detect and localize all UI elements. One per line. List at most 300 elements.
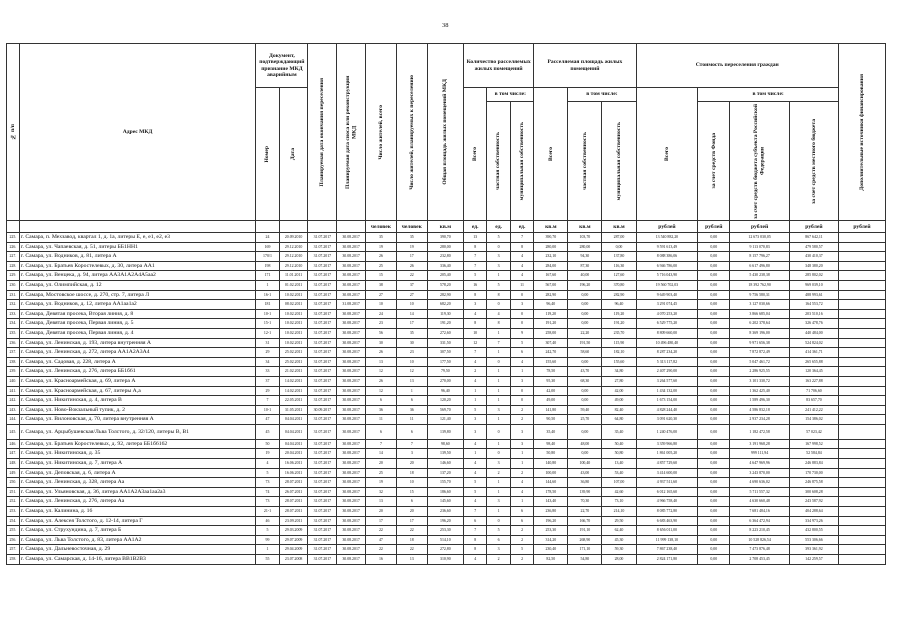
value-cell: 514,10 (427, 535, 463, 545)
value-cell: 31.07.2017 (308, 424, 337, 439)
value-cell: 70,30 (568, 497, 602, 507)
row-number-cell: 238. (7, 357, 20, 367)
value-cell (838, 357, 885, 367)
value-cell: 34,80 (602, 367, 636, 377)
table-row (7, 497, 886, 507)
value-cell: 29.12.2010 (279, 252, 308, 262)
value-cell: 26 (365, 252, 396, 262)
value-cell: 30.08.2017 (337, 415, 366, 425)
value-cell: 30.08.2017 (337, 459, 366, 469)
value-cell: 171,10 (568, 545, 602, 555)
value-cell: 4 630 660,48 (730, 497, 790, 507)
value-cell (838, 271, 885, 281)
unit-cell (337, 221, 366, 233)
value-cell: 10.02.2011 (279, 309, 308, 319)
value-cell: 169 (256, 242, 279, 252)
value-cell: 203 510,16 (789, 309, 838, 319)
value-cell: 3 359 966,80 (636, 439, 698, 449)
value-cell: 58,60 (568, 348, 602, 358)
value-cell: 31.07.2017 (308, 357, 337, 367)
address-cell: г. Самара, ул. Ленинская, д. 272, литера АА1А2А3А4 (19, 348, 256, 358)
value-cell: 336,40 (427, 261, 463, 271)
value-cell (838, 233, 885, 243)
value-cell: 0,00 (698, 252, 730, 262)
value-cell: 13 (396, 555, 427, 565)
value-cell: 18 392 762,90 (730, 280, 790, 290)
value-cell (838, 348, 885, 358)
unit-cell: кв.м (427, 221, 463, 233)
value-cell: 14.02.2011 (279, 376, 308, 386)
value-cell: 68,30 (568, 376, 602, 386)
value-cell: 35 (365, 233, 396, 243)
row-number-cell: 252. (7, 497, 20, 507)
value-cell: 524 824,02 (789, 338, 838, 348)
value-cell: 11.01.2011 (279, 271, 308, 281)
value-cell: 16.06.2011 (279, 459, 308, 469)
value-cell: 73,10 (602, 497, 636, 507)
value-cell: 31.07.2017 (308, 526, 337, 536)
value-cell: 121,40 (427, 415, 463, 425)
value-cell: 10 (463, 328, 486, 338)
value-cell: 6 (396, 497, 427, 507)
value-cell: 22.05.2011 (279, 396, 308, 406)
value-cell: 265 655,88 (789, 357, 838, 367)
value-cell: 181 (256, 300, 279, 310)
value-cell: 232,80 (427, 252, 463, 262)
value-cell: 167 998,52 (789, 439, 838, 449)
value-cell: 73 (256, 478, 279, 488)
value-cell: 155,60 (602, 357, 636, 367)
value-cell: 0,00 (698, 497, 730, 507)
value-cell: 45,30 (602, 535, 636, 545)
value-cell: 0,00 (698, 396, 730, 406)
value-cell: 163 227,88 (789, 376, 838, 386)
value-cell (838, 396, 885, 406)
unit-cell: человек (365, 221, 396, 233)
value-cell: 5 (487, 233, 510, 243)
value-cell: 6 202 378,64 (730, 319, 790, 329)
value-cell: 191,10 (568, 526, 602, 536)
header-count-municipal: муниципальная собственность (510, 102, 533, 221)
row-number-cell: 230. (7, 280, 20, 290)
value-cell: 3 101 330,72 (730, 376, 790, 386)
value-cell: 30.08.2017 (337, 487, 366, 497)
value-cell: 140,80 (534, 459, 568, 469)
value-cell: 3 127 030,66 (730, 300, 790, 310)
address-cell: г. Самара, ул. Водников, д. 12, литера АА1аа1а2 (19, 300, 256, 310)
value-cell: 8 (463, 290, 486, 300)
address-cell: г. Самара, Мостовское шоссе, д. 270, стр. 7, литера Л (19, 290, 256, 300)
value-cell: 16-1 (256, 290, 279, 300)
value-cell: 31.07.2017 (308, 516, 337, 526)
value-cell: 38 (365, 280, 396, 290)
unit-cell (308, 221, 337, 233)
value-cell: 7 872 872,49 (730, 348, 790, 358)
row-number-cell: 251. (7, 487, 20, 497)
value-cell: 0 (487, 424, 510, 439)
value-cell: 20.04.2011 (279, 449, 308, 459)
unit-cell: кв.м (602, 221, 636, 233)
unit-cell (256, 221, 279, 233)
value-cell: 4 (510, 478, 533, 488)
value-cell: 30.08.2017 (337, 439, 366, 449)
value-cell: 139,90 (568, 487, 602, 497)
value-cell: 98,40 (534, 439, 568, 449)
value-cell: 9 756 580,31 (730, 290, 790, 300)
value-cell: 170 730,00 (789, 468, 838, 478)
value-cell: 0,00 (698, 328, 730, 338)
value-cell: 430 410,37 (789, 252, 838, 262)
address-cell: г. Самара, ул. Ленинская, д. 276, литера ББ1б61 (19, 367, 256, 377)
value-cell: 31.07.2017 (308, 459, 337, 469)
address-cell: г. Самара, ул. Льва Толстого, д. 83, литера АА1А2 (19, 535, 256, 545)
value-cell: 0,00 (568, 396, 602, 406)
value-cell: 0,00 (698, 424, 730, 439)
value-cell: 119,20 (602, 309, 636, 319)
value-cell: 191,20 (602, 319, 636, 329)
header-doc-date: Дата (279, 88, 308, 221)
value-cell: 14 (365, 449, 396, 459)
header-num: № п/п (7, 44, 20, 221)
header-area-total: Всего (534, 88, 568, 221)
value-cell: 19 (365, 242, 396, 252)
value-cell (838, 376, 885, 386)
value-cell: 31.07.2017 (308, 555, 337, 565)
table-row (7, 367, 886, 377)
value-cell: 18 (396, 535, 427, 545)
value-cell: 7 (256, 396, 279, 406)
value-cell: 7 (365, 439, 396, 449)
value-cell: 4 586 832,18 (730, 405, 790, 415)
value-cell: 1 (463, 396, 486, 406)
value-cell: 119,30 (427, 309, 463, 319)
address-cell: г. Самара, ул. Братьев Коростелевых, д. 92, литера ББ1б6162 (19, 439, 256, 449)
header-cost-group: Стоимость переселения граждан (636, 44, 838, 88)
value-cell: 196,20 (427, 516, 463, 526)
value-cell: 29.12.2010 (279, 242, 308, 252)
value-cell: 3 866 685,04 (730, 309, 790, 319)
value-cell: 0,00 (698, 468, 730, 478)
value-cell: 6 (463, 516, 486, 526)
value-cell: 3 264 577,60 (636, 376, 698, 386)
value-cell: 48,00 (568, 439, 602, 449)
value-cell: 8 085 772,80 (636, 507, 698, 517)
value-cell: 0,00 (568, 290, 602, 300)
value-cell: 30.08.2017 (337, 545, 366, 555)
value-cell: 9 649 903,40 (636, 290, 698, 300)
value-cell: 137,80 (602, 252, 636, 262)
value-cell: 0,00 (698, 271, 730, 281)
value-cell: 27 (396, 290, 427, 300)
value-cell: 107,00 (602, 478, 636, 488)
value-cell: 0,00 (698, 280, 730, 290)
value-cell: 326 478,76 (789, 319, 838, 329)
value-cell: 0,00 (698, 415, 730, 425)
value-cell: 30.08.2017 (337, 348, 366, 358)
value-cell: 3 (463, 424, 486, 439)
value-cell: 5 (510, 338, 533, 348)
value-cell: 29.03.2009 (279, 526, 308, 536)
value-cell: 10 (396, 478, 427, 488)
value-cell: 170/1 (256, 252, 279, 262)
value-cell: 232,10 (534, 252, 568, 262)
value-cell: 59,40 (568, 405, 602, 415)
value-cell: 11 (510, 280, 533, 290)
value-cell: 43,00 (568, 468, 602, 478)
value-cell: 2 (510, 555, 533, 565)
table-row (7, 280, 886, 290)
value-cell: 22 (396, 526, 427, 536)
unit-cell: ед. (510, 221, 533, 233)
unit-cell (19, 221, 256, 233)
value-cell: 55 (256, 555, 279, 565)
value-cell: 19 (396, 242, 427, 252)
value-cell: 0,00 (698, 290, 730, 300)
value-cell: 30.08.2017 (337, 396, 366, 406)
value-cell (838, 535, 885, 545)
value-cell: 0,00 (568, 449, 602, 459)
value-cell: 31.07.2017 (308, 468, 337, 478)
value-cell: 7 681 484,16 (730, 507, 790, 517)
value-cell: 4 (487, 309, 510, 319)
value-cell: 8 (463, 242, 486, 252)
value-cell: 171 (256, 271, 279, 281)
value-cell: 30.08.2017 (337, 535, 366, 545)
value-cell: 10.02.2011 (279, 328, 308, 338)
value-cell: 30.08.2017 (337, 449, 366, 459)
value-cell: 11 999 138,10 (636, 535, 698, 545)
value-cell: 25 (365, 468, 396, 478)
value-cell: 10 528 826,54 (730, 535, 790, 545)
value-cell: 24 (256, 233, 279, 243)
value-cell: 479 580,57 (789, 242, 838, 252)
value-cell: 241 412,22 (789, 405, 838, 415)
value-cell (838, 555, 885, 565)
value-cell: 0,00 (698, 487, 730, 497)
value-cell: 0,00 (568, 424, 602, 439)
value-cell: 0,00 (698, 242, 730, 252)
address-cell: г. Самара, ул. Красноармейская, д. 67, литеры А,а (19, 386, 256, 396)
value-cell: 31.07.2017 (308, 338, 337, 348)
value-cell: 3 414 600,00 (636, 468, 698, 478)
value-cell: 0,00 (698, 478, 730, 488)
value-cell: 300 608,28 (789, 487, 838, 497)
value-cell: 414 361,71 (789, 348, 838, 358)
value-cell: 246 875,58 (789, 478, 838, 488)
header-area-private: частная собственность (568, 102, 602, 221)
value-cell: 2 824 171,80 (636, 555, 698, 565)
value-cell: 13,40 (602, 459, 636, 469)
row-number-cell: 243. (7, 405, 20, 415)
value-cell: 40,00 (568, 271, 602, 281)
table-header (7, 44, 886, 233)
value-cell: 49,00 (534, 396, 568, 406)
value-cell: 5 (463, 487, 486, 497)
value-cell: 4 690 636,02 (730, 478, 790, 488)
value-cell: 236,60 (427, 507, 463, 517)
address-cell: г. Самара, ул. Струхундина, д. 7, литера Б (19, 526, 256, 536)
value-cell: 141,80 (534, 405, 568, 415)
row-number-cell: 233. (7, 309, 20, 319)
value-cell: 31.07.2017 (308, 478, 337, 488)
value-cell: 8 (487, 290, 510, 300)
value-cell: 6 617 496,80 (730, 261, 790, 271)
value-cell: 4 (463, 376, 486, 386)
value-cell: 6 (510, 348, 533, 358)
value-cell: 167,60 (534, 271, 568, 281)
value-cell: 23 (396, 348, 427, 358)
value-cell: 30.08.2017 (337, 516, 366, 526)
row-number-cell: 250. (7, 478, 20, 488)
value-cell: 139,80 (427, 424, 463, 439)
value-cell (838, 386, 885, 396)
value-cell: 78,50 (534, 367, 568, 377)
value-cell: 4 (510, 252, 533, 262)
value-cell: 23.07.2008 (279, 555, 308, 565)
value-cell (838, 338, 885, 348)
value-cell: 94,30 (568, 252, 602, 262)
value-cell: 31.07.2017 (308, 252, 337, 262)
value-cell: 11 (396, 415, 427, 425)
value-cell: 19 (365, 478, 396, 488)
value-cell: 0 (510, 290, 533, 300)
address-cell: г. Самара, ул. Чапаевская, д. 51, литеры ББ1НН1 (19, 242, 256, 252)
value-cell: 191,50 (568, 338, 602, 348)
table-row (7, 309, 886, 319)
value-cell: 31.07.2017 (308, 261, 337, 271)
value-cell: 5 (510, 545, 533, 555)
unit-cell: кв.м (568, 221, 602, 233)
value-cell: 0,00 (698, 405, 730, 415)
row-number-cell: 234. (7, 319, 20, 329)
value-cell: 31.07.2017 (308, 300, 337, 310)
value-cell: 0,00 (698, 449, 730, 459)
value-cell: 17 (396, 516, 427, 526)
address-cell: г. Самара, ул. Никитинская, д. 4, литера В (19, 396, 256, 406)
table-row (7, 526, 886, 536)
value-cell: 999 111,94 (730, 449, 790, 459)
value-cell: 31.07.2017 (308, 242, 337, 252)
value-cell: 3 (487, 459, 510, 469)
table-row (7, 261, 886, 271)
header-cost-region: за счет средств бюджета субъекта Российской Федерации (730, 102, 790, 221)
address-cell: г. Самара, ул. Дальневосточная, д. 29 (19, 545, 256, 555)
value-cell (838, 328, 885, 338)
value-cell: 50,80 (534, 449, 568, 459)
value-cell: 3 (487, 261, 510, 271)
value-cell: 4 070 253,20 (636, 309, 698, 319)
value-cell (838, 242, 885, 252)
value-cell: 0 (487, 357, 510, 367)
value-cell: 3 (510, 300, 533, 310)
value-cell: 280,00 (534, 242, 568, 252)
value-cell: 7 (463, 507, 486, 517)
value-cell (838, 439, 885, 449)
value-cell: 1 (487, 487, 510, 497)
value-cell: 243 587,92 (789, 497, 838, 507)
value-cell: 31.07.2017 (308, 280, 337, 290)
value-cell: 31.07.2017 (308, 439, 337, 449)
value-cell: 9 (510, 328, 533, 338)
value-cell: 28,00 (602, 555, 636, 565)
value-cell: 25 (365, 261, 396, 271)
table-row (7, 348, 886, 358)
table-row (7, 376, 886, 386)
value-cell: 137,20 (427, 468, 463, 478)
value-cell: 22 (396, 545, 427, 555)
value-cell: 115,90 (602, 338, 636, 348)
resettlement-table (6, 43, 886, 565)
value-cell: 26 (365, 376, 396, 386)
value-cell: 186,60 (427, 487, 463, 497)
value-cell: 6 (365, 424, 396, 439)
value-cell: 8 (463, 545, 486, 555)
value-cell: 1 (487, 348, 510, 358)
value-cell: 45 (256, 424, 279, 439)
value-cell: 191,20 (427, 319, 463, 329)
value-cell: 5 (487, 526, 510, 536)
value-cell: 10 (396, 300, 427, 310)
value-cell: 31.07.2017 (308, 396, 337, 406)
value-cell: 20 (365, 507, 396, 517)
value-cell (838, 319, 885, 329)
header-count-private: частная собственность (487, 102, 510, 221)
value-cell: 8 (510, 242, 533, 252)
value-cell: 214,10 (602, 507, 636, 517)
value-cell: 1 (487, 328, 510, 338)
header-total-area: Общая площадь жилых помещений МКД (427, 44, 463, 221)
value-cell: 30.08.2017 (337, 526, 366, 536)
row-number-cell: 241. (7, 386, 20, 396)
value-cell: 50,80 (602, 449, 636, 459)
value-cell: 578,20 (427, 280, 463, 290)
value-cell: 4 (510, 357, 533, 367)
address-cell: г. Самара, ул. Самарская, д. 14-16, литера ВВ1В2В3 (19, 555, 256, 565)
value-cell: 53,40 (602, 468, 636, 478)
value-cell: 242,70 (534, 348, 568, 358)
address-cell: г. Самара, ул. Ульяновская, д. 36, литера АА1А2А3аа1аа2а3 (19, 487, 256, 497)
value-cell: 17 (396, 319, 427, 329)
table-row (7, 555, 886, 565)
address-cell: г. Самара, ул. Водников, д. 81, литера А (19, 252, 256, 262)
value-cell: 1 (510, 459, 533, 469)
value-cell: 2 (487, 555, 510, 565)
value-cell (838, 405, 885, 415)
value-cell: 0,00 (568, 319, 602, 329)
value-cell: 30.08.2017 (337, 386, 366, 396)
value-cell: 120,20 (427, 396, 463, 406)
value-cell: 35 (396, 233, 427, 243)
value-cell (838, 468, 885, 478)
address-cell: г. Самара, ул. Ново-Вокзальный тупик, д. 2 (19, 405, 256, 415)
value-cell: 182,10 (602, 348, 636, 358)
header-address: Адрес МКД (19, 44, 256, 221)
value-cell: 1 (510, 449, 533, 459)
value-cell: 0 (487, 516, 510, 526)
value-cell: 307,40 (534, 338, 568, 348)
table-row (7, 338, 886, 348)
value-cell: 15-1 (256, 319, 279, 329)
value-cell: 13 (396, 376, 427, 386)
value-cell: 12 (365, 367, 396, 377)
address-cell: г. Самара, ул. Никитинская, д. 7, литера А (19, 459, 256, 469)
value-cell: 488 993,61 (789, 290, 838, 300)
value-cell: 2 937 234,28 (730, 415, 790, 425)
header-doc-number: Номер (256, 88, 279, 221)
value-cell: 1 (487, 376, 510, 386)
value-cell: 334 973,26 (789, 516, 838, 526)
value-cell: 08.02.2011 (279, 300, 308, 310)
